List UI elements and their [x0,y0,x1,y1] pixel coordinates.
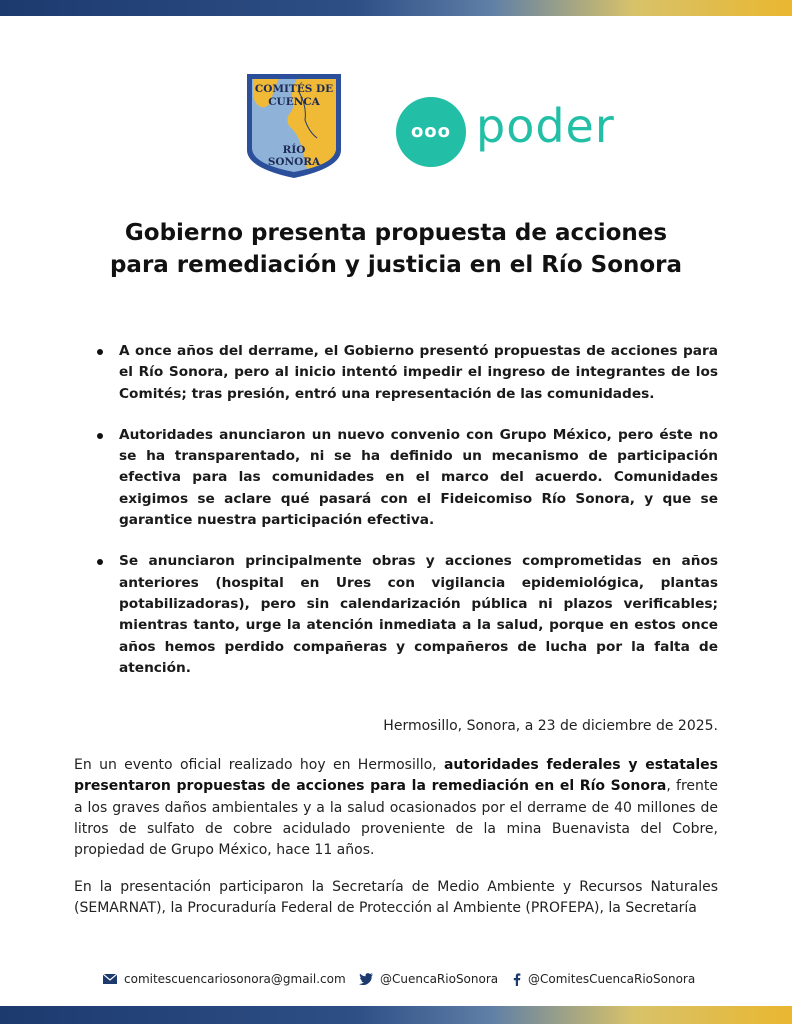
footer-contacts [0,970,792,990]
body-paragraph-2: En la presentación participaron la Secretaría de Medio Ambiente y Recursos Naturales (SEMARNAT), la Procuraduría Federal de Protección al Ambiente (PROFEPA), la Secretaría [74,879,718,917]
poder-logo [396,97,616,169]
footer-email[interactable] [103,972,346,986]
twitter-icon [359,973,373,985]
paragraph-1-emphasis: autoridades federales y estatales presentaron propuestas de acciones para la remediación en el Río Sonora [74,757,718,795]
footer-twitter-text: @CuencaRioSonora [380,972,499,986]
facebook-icon [513,973,521,986]
body-paragraph-1 [74,755,718,861]
summary-bullet-list [88,341,718,699]
poder-wordmark: poder [476,99,615,153]
dateline: Hermosillo, Sonora, a 23 de diciembre de 2025. [383,718,718,734]
mail-icon [103,974,117,984]
paragraph-1-tail: , frente a los graves daños ambientales y a la salud ocasionados por el derrame de 40 millones de litros de sulfato de cobre acidulado proveniente de la mina Buenavista del Cobre, propiedad de Grupo México, hace 11 años. [74,778,718,859]
top-decorative-stripe [0,0,792,16]
footer-facebook[interactable] [513,972,695,986]
logo-text-line3: RÍO [282,144,306,156]
logo-text-line1: COMITÉS DE [254,83,334,95]
footer-email-text: comitescuencariosonora@gmail.com [124,972,346,986]
logo-text-line2: CUENCA [268,96,320,108]
footer-facebook-text: @ComitesCuencaRioSonora [528,972,696,986]
poder-dots: ooo [410,121,452,142]
logo-text-line4: SONORA [267,156,321,168]
paragraph-1-lead: En un evento oficial realizado hoy en Hermosillo, [74,757,444,773]
bottom-decorative-stripe [0,1006,792,1024]
bullet-item: A once años del derrame, el Gobierno presentó propuestas de acciones para el Río Sonora, pero al inicio intentó impedir el ingreso de integrantes de los Comités; tras presión, entró una representación de las comunidades. [88,341,718,405]
footer-twitter[interactable] [359,972,498,986]
bullet-item: Autoridades anunciaron un nuevo convenio con Grupo México, pero éste no se ha transparentado, ni se ha definido un mecanismo de participación efectiva para las comunidades en el marco del acuerdo. Comunidades exigimos se aclare qué pasará con el Fideicomiso Río Sonora, y que se garantice nuestra participación efectiva. [88,425,718,531]
page-title-line1: Gobierno presenta propuesta de acciones [124,220,668,246]
comites-cuenca-logo [245,72,343,180]
page-title-line2: para remediación y justicia en el Río Sonora [109,252,683,278]
bullet-item: Se anunciaron principalmente obras y acciones comprometidas en años anteriores (hospital en Ures con vigilancia epidemiológica, plantas potabilizadoras), pero sin calendarización pública ni plazos verificables; mientras tanto, urge la atención inmediata a la salud, porque en estos once años hemos perdido compañeras y compañeros de lucha por la falta de atención. [88,551,718,679]
